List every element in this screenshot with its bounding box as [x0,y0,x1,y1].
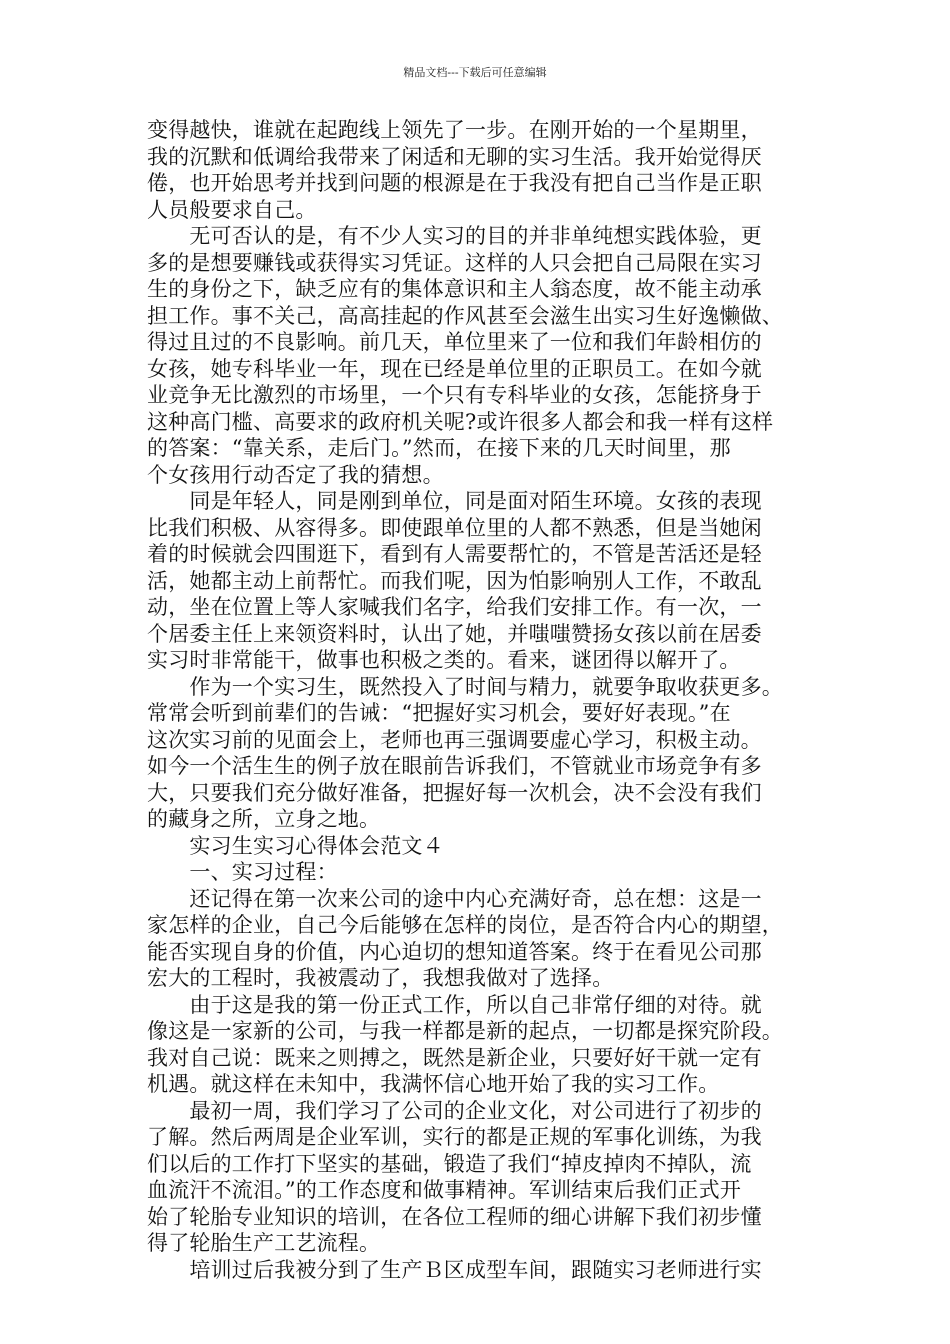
text-line: 像这是一家新的公司，与我一样都是新的起点，一切都是探究阶段。 [147,1019,783,1043]
text-line: 同是年轻人，同是刚到单位，同是面对陌生环境。女孩的表现 [147,489,762,513]
text-line: 担工作。事不关己，高高挂起的作风甚至会滋生出实习生好逸懒做、 [147,303,783,328]
document-body [147,117,807,1283]
text-line: 多的是想要赚钱或获得实习凭证。这样的人只会把自己局限在实习 [147,250,762,275]
text-line: 宏大的工程时，我被震动了，我想我做对了选择。 [147,966,614,990]
text-line: 机遇。就这样在未知中，我满怀信心地开始了我的实习工作。 [147,1072,720,1096]
text-line: 常常会听到前辈们的告诫：“把握好实习机会，要好好表现。”在 [147,701,731,725]
text-line: 无可否认的是，有不少人实习的目的并非单纯想实践体验，更 [147,224,762,248]
text-line: 大，只要我们充分做好准备，把握好每一次机会，决不会没有我们 [147,780,762,805]
text-line: 血流汗不流泪。”的工作态度和做事精神。军训结束后我们正式开 [147,1178,742,1202]
text-line: 培训过后我被分到了生产Ｂ区成型车间，跟随实习老师进行实 [147,1257,762,1282]
text-line: 们以后的工作打下坚实的基础，锻造了我们“掉皮掉肉不掉队，流 [147,1151,752,1176]
text-line: 这种高门槛、高要求的政府机关呢?或许很多人都会和我一样有这样 [147,409,774,434]
text-line: 始了轮胎专业知识的培训，在各位工程师的细心讲解下我们初步懂 [147,1204,762,1229]
text-line: 我的沉默和低调给我带来了闲适和无聊的实习生活。我开始觉得厌 [147,144,762,169]
text-line: 女孩，她专科毕业一年，现在已经是单位里的正职员工。在如今就 [147,356,762,381]
text-line: 动，坐在位置上等人家喊我们名字，给我们安排工作。有一次，一 [147,595,762,619]
text-line: 生的身份之下，缺乏应有的集体意识和主人翁态度，故不能主动承 [147,277,762,301]
text-line: 的藏身之所，立身之地。 [147,807,381,831]
text-line: 个居委主任上来领资料时，认出了她，并嗤嗤赞扬女孩以前在居委 [147,621,762,646]
text-line: 活，她都主动上前帮忙。而我们呢，因为怕影响别人工作，不敢乱 [147,568,762,593]
text-line: 实习时非常能干，做事也积极之类的。看来，谜团得以解开了。 [147,648,741,672]
text-line: 实习生实习心得体会范文４ [147,833,444,858]
text-line: 变得越快，谁就在起跑线上领先了一步。在刚开始的一个星期里， [147,118,762,142]
text-line: 着的时候就会四围逛下，看到有人需要帮忙的，不管是苦活还是轻 [147,542,762,566]
text-line: 如今一个活生生的例子放在眼前告诉我们，不管就业市场竞争有多 [147,754,762,778]
page-header: 精品文档---下载后可任意编辑 [403,66,547,79]
text-line: 比我们积极、从容得多。即使跟单位里的人都不熟悉，但是当她闲 [147,515,762,540]
text-line: 人员般要求自己。 [147,197,317,222]
text-line: 得过且过的不良影响。前几天，单位里来了一位和我们年龄相仿的 [147,330,762,354]
text-line: 一、实习过程： [147,860,338,884]
text-line: 了解。然后两周是企业军训，实行的都是正规的军事化训练，为我 [147,1125,762,1149]
text-line: 最初一周，我们学习了公司的企业文化，对公司进行了初步的 [147,1098,762,1123]
text-line: 我对自己说：既来之则搏之，既然是新企业，只要好好干就一定有 [147,1045,762,1070]
text-line: 作为一个实习生，既然投入了时间与精力，就要争取收获更多。 [147,674,783,699]
text-line: 还记得在第一次来公司的途中内心充满好奇，总在想：这是一 [147,886,762,911]
text-line: 个女孩用行动否定了我的猜想。 [147,462,444,487]
text-line: 业竞争无比激烈的市场里，一个只有专科毕业的女孩，怎能挤身于 [147,383,762,407]
text-line: 家怎样的企业，自己今后能够在怎样的岗位，是否符合内心的期望， [147,913,783,937]
text-line: 倦，也开始思考并找到问题的根源是在于我没有把自己当作是正职 [147,171,762,195]
text-line: 这次实习前的见面会上，老师也再三强调要虚心学习，积极主动。 [147,727,762,752]
text-line: 由于这是我的第一份正式工作，所以自己非常仔细的对待。就 [147,992,762,1017]
text-line: 得了轮胎生产工艺流程。 [147,1231,381,1255]
text-line: 能否实现自身的价值，内心迫切的想知道答案。终于在看见公司那 [147,939,762,964]
text-line: 的答案：“靠关系，走后门。”然而，在接下来的几天时间里，那 [147,436,731,460]
